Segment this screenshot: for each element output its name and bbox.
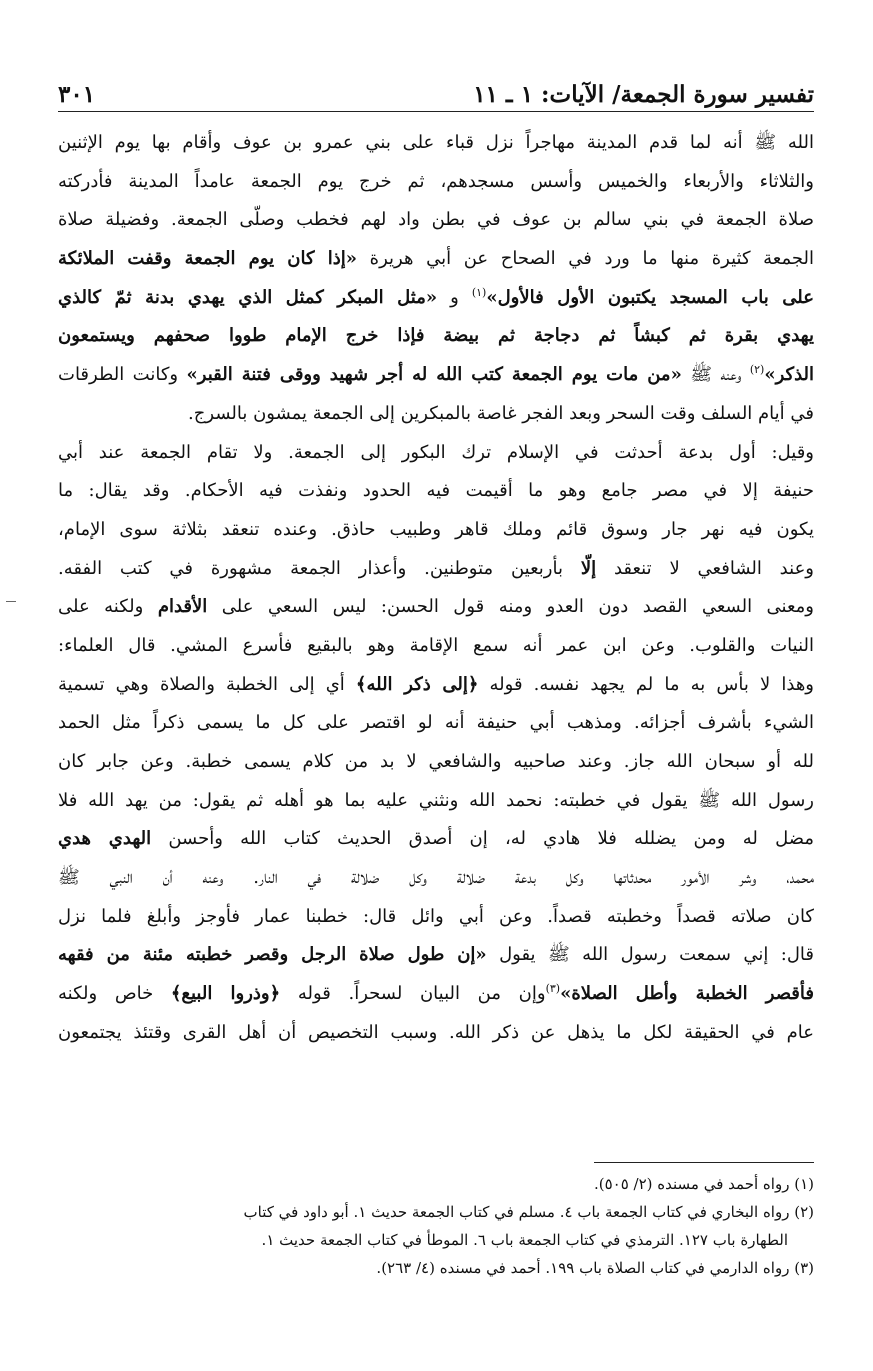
- margin-dash: [6, 601, 16, 602]
- text-line: ومعنى السعي القصد دون العدو ومنه قول الحسن: ليس السعي على الأقدام ولكنه على: [58, 596, 814, 618]
- hadith-quote: «مثل المبكر كمثل الذي يهدي بدنة ثمّ كالذي: [58, 286, 438, 308]
- text-line: لله أو سبحان الله جاز. وعند صاحبيه والشافعي لا بد من كلام يسمى خطبة. وعن جابر كان: [58, 751, 814, 772]
- text-line: حنيفة إلا في مصر جامع وهو ما أقيمت فيه الحدود ونفذت فيه الأحكام. وقد يقال: ما: [58, 480, 814, 502]
- footnote-2-continued: الطهارة باب ١٢٧. الترمذي في كتاب الجمعة باب ٦. الموطأ في كتاب الجمعة حديث ١.: [261, 1231, 788, 1249]
- hadith-quote: فأقصر الخطبة وأطل الصلاة»: [560, 983, 814, 1005]
- text-line: وعند الشافعي لا تنعقد إلّا بأربعين متوطنين. وأعذار الجمعة مشهورة في كتب الفقه.: [58, 557, 814, 579]
- text-line: النيات والقلوب. وعن ابن عمر أنه سمع الإقامة وهو بالبقيع فأسرع المشي. قال العلماء:: [58, 634, 814, 656]
- hadith-quote: «إذا كان يوم الجمعة وقفت الملائكة: [58, 248, 358, 270]
- hadith-quote: «إن طول صلاة الرجل وقصر خطبته مئنة من فقهه: [58, 944, 487, 966]
- running-header: [58, 70, 814, 108]
- footnote-marker[interactable]: (١): [471, 285, 487, 299]
- footnote-marker[interactable]: (٣): [545, 982, 561, 996]
- quran-quote: ﴿إلى ذكر الله﴾: [355, 673, 479, 695]
- footnote-1: (١) رواه أحمد في مسنده (٢/ ٥٠٥).: [593, 1175, 814, 1193]
- header-rule: [58, 111, 814, 112]
- text-line: [58, 317, 814, 356]
- main-text: [58, 124, 814, 1053]
- text-line: الشيء بأشرف أجزائه. ومذهب أبي حنيفة أنه لو اقتصر على كل ما يسمى ذكراً مثل الحمد: [58, 712, 814, 734]
- text-line: وهذا لا بأس به ما لم يجهد نفسه. قوله ﴿إلى ذكر الله﴾ أي إلى الخطبة والصلاة وهي تسمية: [58, 673, 814, 695]
- header-title: تفسير سورة الجمعة/ الآيات: ١ ـ ١١: [473, 81, 814, 108]
- footnotes: [58, 1170, 814, 1282]
- text-line: فأقصر الخطبة وأطل الصلاة»$^{(٣)}$وإن من البيان لسحراً. قوله ﴿وذروا البيع﴾ خاص ولكنه: [58, 982, 814, 1005]
- text-line: مضل له ومن يضلله فلا هادي له، إن أصدق الحديث كتاب الله وأحسن الهدي هدي: [58, 828, 814, 850]
- text-line: في أيام السلف وقت السحر وبعد الفجر غاصة بالمبكرين إلى الجمعة يمشون بالسرج.: [188, 402, 814, 424]
- page-number: ٣٠١: [58, 81, 96, 108]
- text-line: وقيل: أول بدعة أحدثت في الإسلام ترك البكور إلى الجمعة. ولا تقام الجمعة عند أبي: [58, 441, 814, 463]
- hadith-quote: الذكر»: [764, 364, 814, 386]
- text-line: الجمعة كثيرة منها ما ورد في الصحاح عن أبي هريرة «إذا كان يوم الجمعة وقفت الملائكة: [58, 248, 814, 270]
- footnote-separator: [594, 1162, 814, 1163]
- text-line: كان صلاته قصداً وخطبته قصداً. وعن أبي وائل قال: خطبنا عمار فأوجز وأبلغ فلما نزل: [58, 905, 814, 927]
- text-line: والثلاثاء والأربعاء والخميس وأسس مسجدهم، ثم خرج يوم الجمعة عامداً المدينة فأدركته: [58, 170, 814, 192]
- text-line: محمد، وشر الأمور محدثاتها وكل بدعة ضلالة وكل ضلالة في النار. وعنه أن النبي ﷺ: [58, 867, 814, 889]
- text-line: صلاة الجمعة في بني سالم بن عوف في بطن واد لهم فخطب وصلّى الجمعة. وفضيلة صلاة: [58, 209, 814, 231]
- text-line: رسول الله ﷺ يقول في خطبته: نحمد الله ونثني عليه بما هو أهله ثم يقول: من يهد الله فلا: [58, 789, 814, 811]
- hadith-quote: «من مات يوم الجمعة كتب الله له أجر شهيد ووقى فتنة القبر»: [186, 364, 682, 386]
- footnote-3: (٣) رواه الدارمي في كتاب الصلاة باب ١٩٩. أحمد في مسنده (٤/ ٢٦٣).: [376, 1259, 814, 1277]
- hadith-quote: على باب المسجد يكتبون الأول فالأول»: [486, 286, 814, 308]
- text-line: الله ﷺ أنه لما قدم المدينة مهاجراً نزل قباء على بني عمرو بن عوف وأقام بها يوم الإثنين: [58, 132, 814, 153]
- footnote-2: (٢) رواه البخاري في كتاب الجمعة باب ٤. مسلم في كتاب الجمعة حديث ١. أبو داود في كتاب: [243, 1203, 814, 1221]
- hadith-quote: يهدي بقرة ثم كبشاً ثم دجاجة ثم بيضة فإذا خرج الإمام طووا صحفهم ويستمعون: [58, 325, 814, 347]
- text-line: على باب المسجد يكتبون الأول فالأول»$^{(١)}$ و «مثل المبكر كمثل الذي يهدي بدنة ثمّ كالذي: [58, 285, 814, 308]
- text-line: يكون فيه نهر جار وسوق قائم وملك قاهر وطبيب حاذق. وعنده تنعقد بثلاثة سوى الإمام،: [58, 518, 814, 540]
- text-line: قال: إني سمعت رسول الله ﷺ يقول «إن طول صلاة الرجل وقصر خطبته مئنة من فقهه: [58, 944, 814, 966]
- quran-quote: ﴿وذروا البيع﴾: [170, 983, 281, 1005]
- text-line: الذكر»$^{(٢)}$ وعنه ﷺ «من مات يوم الجمعة كتب الله له أجر شهيد ووقى فتنة القبر» وكانت الطرقات: [58, 363, 814, 386]
- text-line: عام في الحقيقة لكل ما يذهل عن ذكر الله. وسبب التخصيص أن أهل القرى وقتئذ يجتمعون: [58, 1021, 814, 1043]
- footnote-marker[interactable]: (٢): [749, 363, 765, 377]
